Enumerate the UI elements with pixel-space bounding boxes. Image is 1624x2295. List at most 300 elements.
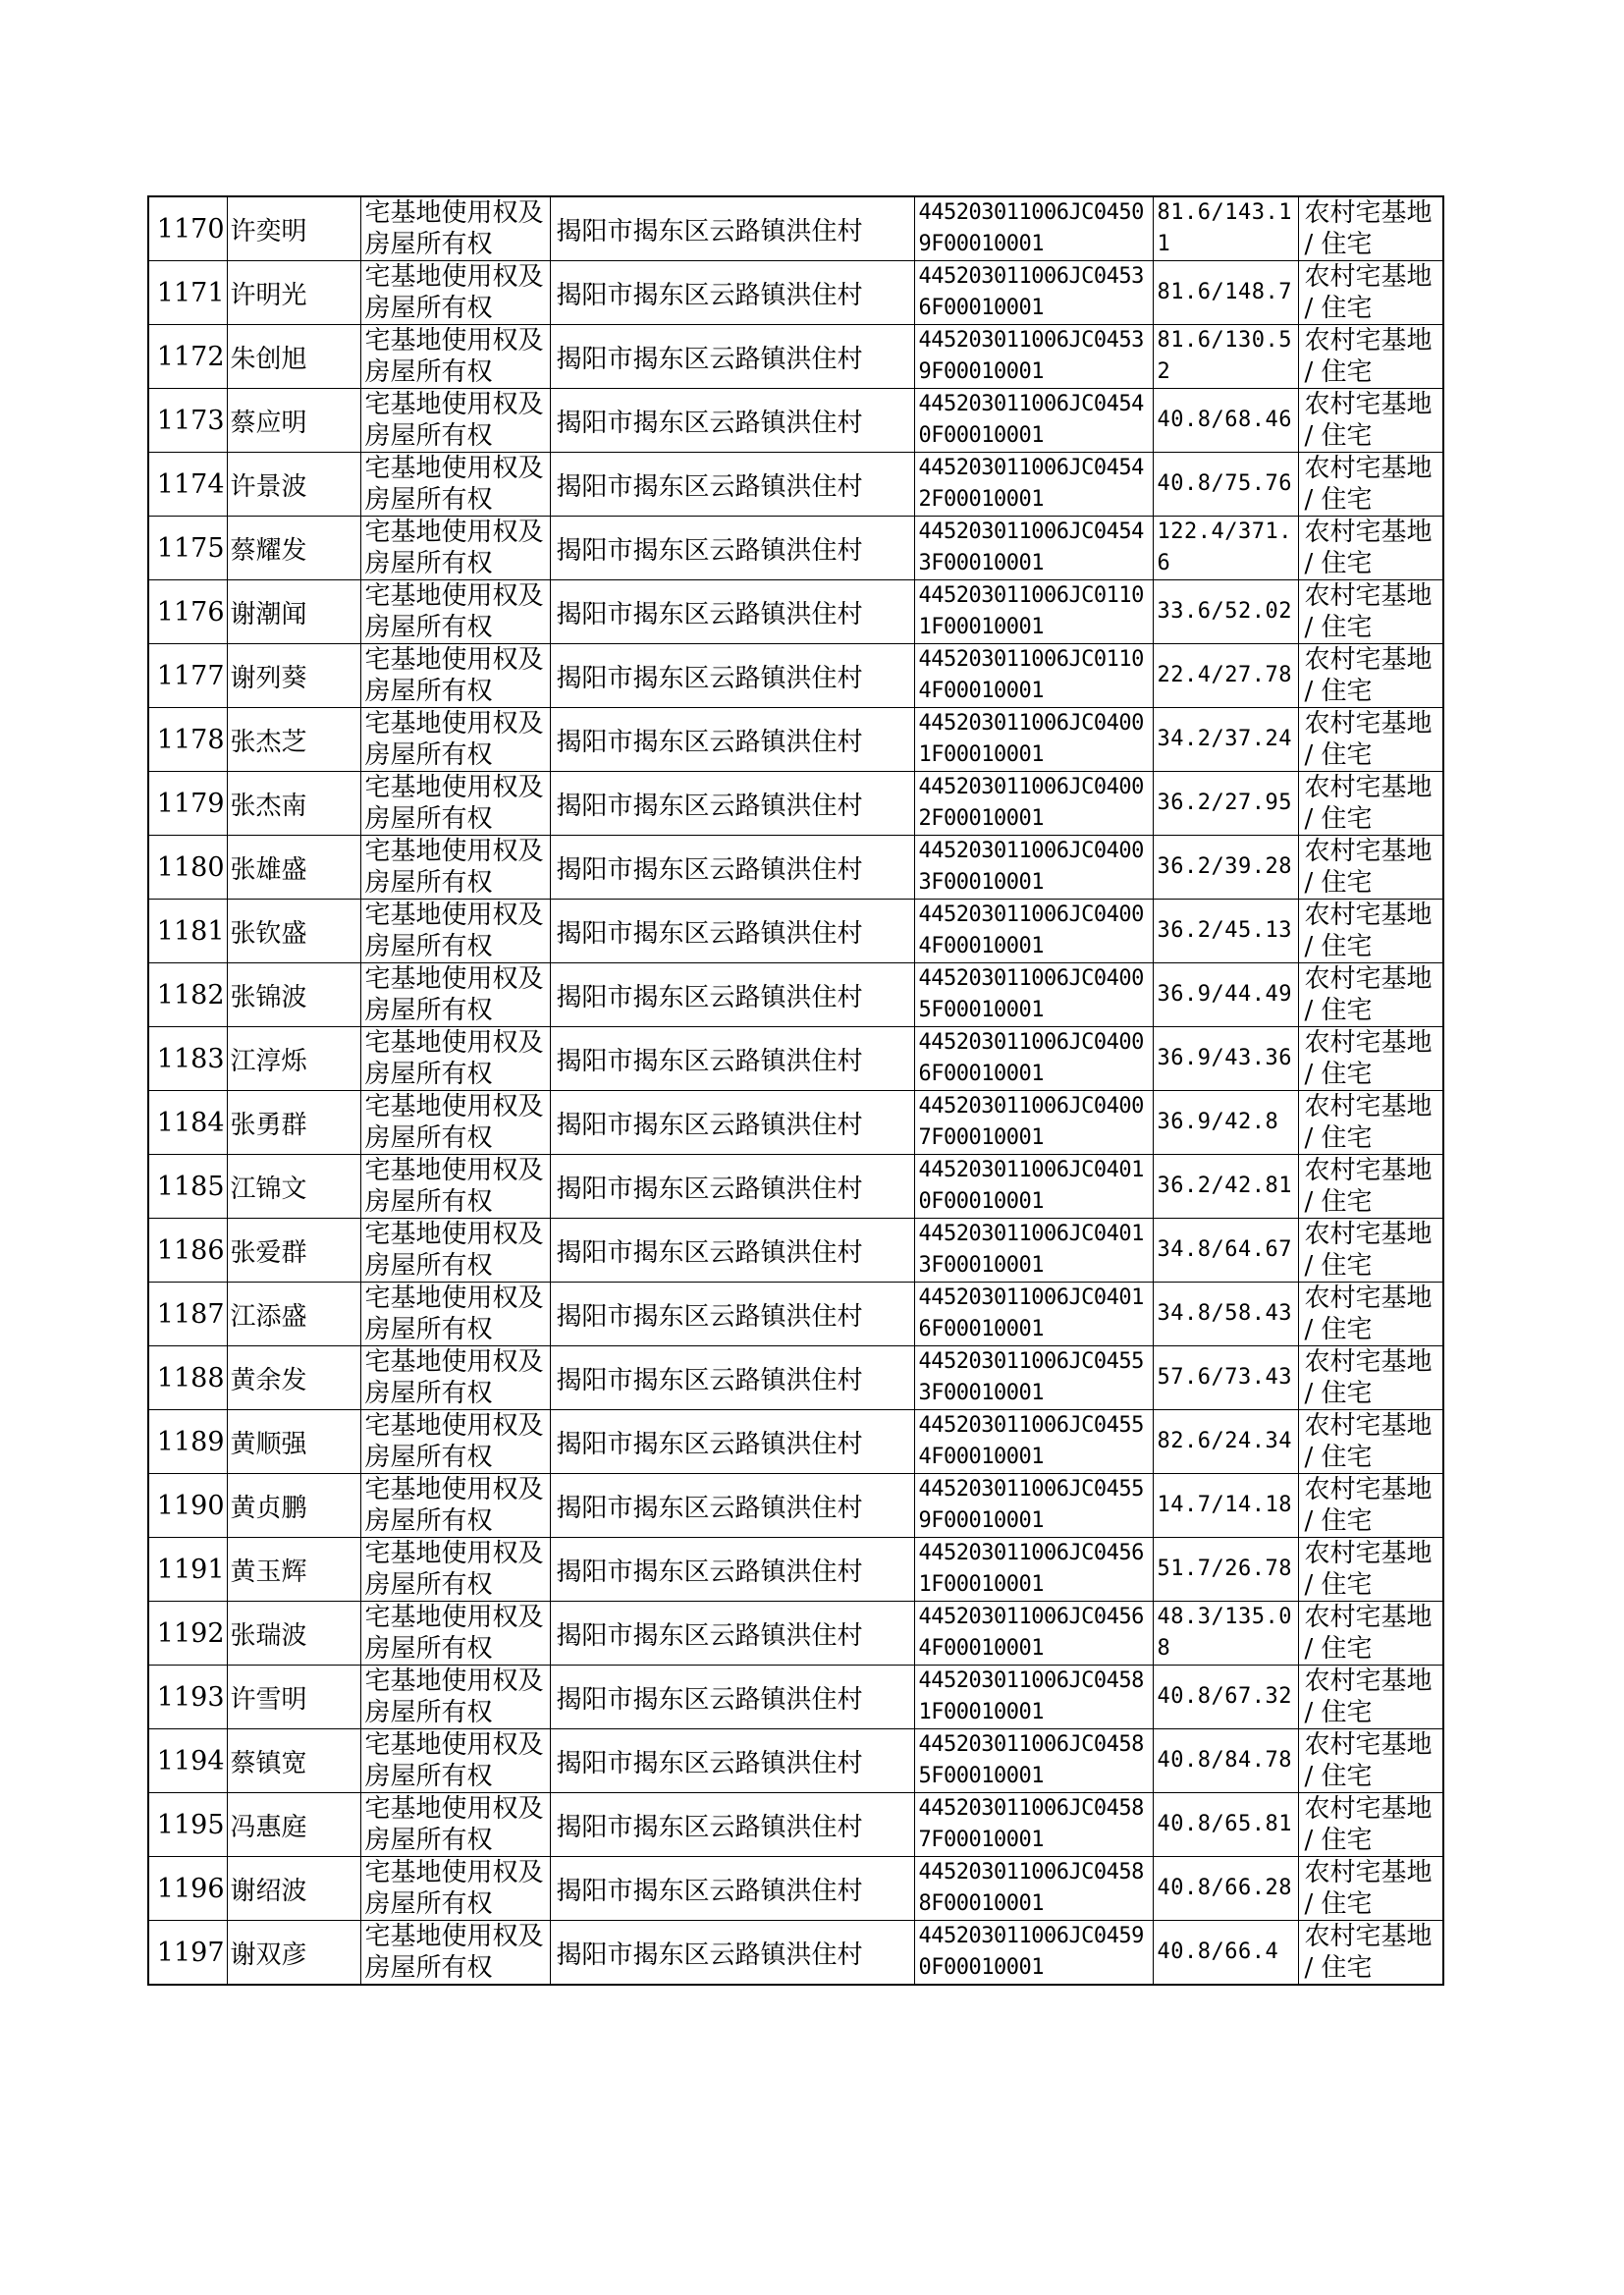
unit-code-cell [914,1283,1153,1346]
unit-code-cell [914,836,1153,900]
row-number: 1196 [156,1873,225,1904]
location-address-cell [550,1538,914,1602]
area-value: 40.8/67.32 [1157,1684,1292,1709]
land-use: 农村宅基地 / 住宅 [1304,1092,1433,1153]
area-value-cell [1153,1346,1298,1410]
unit-code-cell [914,453,1153,517]
location-address: 揭阳市揭东区云路镇洪住村 [556,535,863,566]
row-number-cell [148,1602,227,1666]
row-number: 1185 [156,1171,225,1202]
land-use: 农村宅基地 / 住宅 [1304,1730,1433,1791]
unit-code-cell [914,1155,1153,1219]
land-use: 农村宅基地 / 住宅 [1304,1539,1433,1600]
row-number-cell [148,1857,227,1921]
table-row [148,196,1443,261]
land-use: 农村宅基地 / 住宅 [1304,1347,1433,1408]
unit-code: 445203011006JC04585F00010001 [918,1732,1144,1788]
owner-name: 张瑞波 [230,1620,307,1651]
unit-code-cell [914,1793,1153,1857]
right-type-cell [360,1857,550,1921]
unit-code: 445203011006JC04002F00010001 [918,775,1144,831]
row-number-cell [148,1027,227,1091]
right-type-cell [360,389,550,453]
area-value: 40.8/84.78 [1157,1748,1292,1773]
owner-name: 张钦盛 [230,918,307,949]
location-address: 揭阳市揭东区云路镇洪住村 [556,1365,863,1395]
row-number: 1187 [156,1298,225,1330]
right-type: 宅基地使用权及房屋所有权 [364,1220,544,1281]
unit-code: 445203011006JC04561F00010001 [918,1541,1144,1597]
right-type: 宅基地使用权及房屋所有权 [364,901,544,961]
owner-name-cell [227,453,360,517]
area-value-cell [1153,1091,1298,1155]
row-number: 1179 [156,788,225,819]
land-use-cell [1298,325,1443,389]
table-row [148,389,1443,453]
unit-code: 445203011006JC04006F00010001 [918,1030,1144,1086]
right-type-cell [360,1921,550,1986]
owner-name: 黄贞鹏 [230,1493,307,1523]
location-address-cell [550,261,914,325]
right-type-cell [360,1474,550,1538]
right-type: 宅基地使用权及房屋所有权 [364,326,544,387]
area-value: 48.3/135.08 [1157,1605,1292,1661]
location-address-cell [550,325,914,389]
area-value-cell [1153,1219,1298,1283]
area-value: 81.6/143.11 [1157,200,1292,256]
area-value-cell [1153,1283,1298,1346]
unit-code: 445203011006JC04587F00010001 [918,1796,1144,1852]
location-address: 揭阳市揭东区云路镇洪住村 [556,791,863,821]
location-address-cell [550,196,914,261]
area-value-cell [1153,1729,1298,1793]
land-use-cell [1298,196,1443,261]
row-number-cell [148,1283,227,1346]
location-address: 揭阳市揭东区云路镇洪住村 [556,471,863,502]
land-use-cell [1298,1346,1443,1410]
table-row [148,1729,1443,1793]
location-address: 揭阳市揭东区云路镇洪住村 [556,1110,863,1140]
table-row [148,1921,1443,1986]
unit-code: 445203011006JC01101F00010001 [918,583,1144,639]
location-address: 揭阳市揭东区云路镇洪住村 [556,1812,863,1842]
area-value: 40.8/66.28 [1157,1876,1292,1900]
right-type: 宅基地使用权及房屋所有权 [364,390,544,451]
land-use: 农村宅基地 / 住宅 [1304,262,1433,323]
unit-code-cell [914,1410,1153,1474]
row-number-cell [148,325,227,389]
owner-name: 张勇群 [230,1110,307,1140]
land-use: 农村宅基地 / 住宅 [1304,901,1433,961]
area-value: 36.2/27.95 [1157,791,1292,815]
table-row [148,836,1443,900]
location-address: 揭阳市揭东区云路镇洪住村 [556,1493,863,1523]
registry-table-body [148,196,1443,1985]
right-type: 宅基地使用权及房屋所有权 [364,964,544,1025]
row-number: 1183 [156,1043,225,1074]
table-row [148,644,1443,708]
area-value-cell [1153,900,1298,963]
right-type: 宅基地使用权及房屋所有权 [364,454,544,515]
owner-name: 谢潮闻 [230,599,307,629]
row-number-cell [148,900,227,963]
right-type: 宅基地使用权及房屋所有权 [364,1092,544,1153]
table-row [148,1602,1443,1666]
area-value-cell [1153,1793,1298,1857]
unit-code-cell [914,196,1153,261]
owner-name-cell [227,1921,360,1986]
area-value: 33.6/52.02 [1157,599,1292,624]
unit-code: 445203011006JC04003F00010001 [918,839,1144,895]
table-row [148,1346,1443,1410]
location-address-cell [550,1474,914,1538]
area-value-cell [1153,325,1298,389]
row-number-cell [148,261,227,325]
row-number: 1186 [156,1234,225,1266]
table-row [148,1666,1443,1729]
unit-code-cell [914,389,1153,453]
row-number: 1191 [156,1554,225,1585]
location-address-cell [550,708,914,772]
registry-table [147,195,1444,1986]
location-address-cell [550,1729,914,1793]
right-type-cell [360,1219,550,1283]
land-use-cell [1298,1666,1443,1729]
land-use-cell [1298,580,1443,644]
unit-code-cell [914,963,1153,1027]
owner-name: 黄余发 [230,1365,307,1395]
land-use-cell [1298,708,1443,772]
unit-code: 445203011006JC04559F00010001 [918,1477,1144,1533]
location-address: 揭阳市揭东区云路镇洪住村 [556,727,863,757]
area-value-cell [1153,1538,1298,1602]
location-address: 揭阳市揭东区云路镇洪住村 [556,344,863,374]
owner-name-cell [227,1091,360,1155]
unit-code-cell [914,1602,1153,1666]
location-address-cell [550,1091,914,1155]
unit-code-cell [914,772,1153,836]
right-type-cell [360,772,550,836]
location-address: 揭阳市揭东区云路镇洪住村 [556,918,863,949]
owner-name-cell [227,1219,360,1283]
location-address-cell [550,1410,914,1474]
location-address-cell [550,900,914,963]
table-row [148,1155,1443,1219]
row-number: 1181 [156,915,225,947]
owner-name: 许雪明 [230,1684,307,1715]
unit-code-cell [914,1666,1153,1729]
unit-code-cell [914,1346,1153,1410]
row-number-cell [148,580,227,644]
table-row [148,261,1443,325]
right-type: 宅基地使用权及房屋所有权 [364,837,544,898]
area-value: 40.8/65.81 [1157,1812,1292,1836]
owner-name: 张雄盛 [230,854,307,885]
land-use-cell [1298,1410,1443,1474]
owner-name-cell [227,1538,360,1602]
area-value: 57.6/73.43 [1157,1365,1292,1390]
unit-code-cell [914,1857,1153,1921]
owner-name: 谢双彦 [230,1940,307,1970]
location-address: 揭阳市揭东区云路镇洪住村 [556,599,863,629]
area-value: 122.4/371.6 [1157,519,1292,575]
owner-name-cell [227,196,360,261]
location-address-cell [550,963,914,1027]
right-type: 宅基地使用权及房屋所有权 [364,645,544,706]
unit-code: 445203011006JC04539F00010001 [918,328,1144,384]
right-type-cell [360,1283,550,1346]
area-value: 36.9/42.8 [1157,1110,1279,1134]
owner-name-cell [227,325,360,389]
right-type-cell [360,1346,550,1410]
row-number: 1178 [156,724,225,755]
row-number-cell [148,1091,227,1155]
owner-name-cell [227,580,360,644]
land-use: 农村宅基地 / 住宅 [1304,1220,1433,1281]
location-address: 揭阳市揭东区云路镇洪住村 [556,1876,863,1906]
row-number-cell [148,1219,227,1283]
row-number: 1190 [156,1490,225,1521]
location-address-cell [550,1027,914,1091]
row-number: 1170 [156,213,225,245]
owner-name-cell [227,1155,360,1219]
land-use-cell [1298,772,1443,836]
area-value: 81.6/148.7 [1157,280,1292,304]
right-type: 宅基地使用权及房屋所有权 [364,1858,544,1919]
unit-code: 445203011006JC04004F00010001 [918,902,1144,958]
land-use-cell [1298,1027,1443,1091]
owner-name-cell [227,836,360,900]
owner-name: 谢绍波 [230,1876,307,1906]
location-address-cell [550,1921,914,1986]
row-number-cell [148,196,227,261]
location-address: 揭阳市揭东区云路镇洪住村 [556,1429,863,1459]
table-row [148,1091,1443,1155]
location-address: 揭阳市揭东区云路镇洪住村 [556,280,863,310]
table-row [148,1410,1443,1474]
row-number-cell [148,1666,227,1729]
row-number: 1195 [156,1809,225,1840]
table-row [148,325,1443,389]
area-value: 34.8/64.67 [1157,1237,1292,1262]
row-number-cell [148,1729,227,1793]
right-type-cell [360,261,550,325]
right-type-cell [360,1666,550,1729]
unit-code: 445203011006JC04013F00010001 [918,1222,1144,1278]
right-type: 宅基地使用权及房屋所有权 [364,198,544,259]
owner-name: 朱创旭 [230,344,307,374]
right-type-cell [360,708,550,772]
right-type: 宅基地使用权及房屋所有权 [364,773,544,834]
right-type: 宅基地使用权及房屋所有权 [364,1347,544,1408]
area-value-cell [1153,1410,1298,1474]
area-value: 36.2/42.81 [1157,1174,1292,1198]
row-number-cell [148,1538,227,1602]
location-address: 揭阳市揭东区云路镇洪住村 [556,1046,863,1076]
area-value-cell [1153,389,1298,453]
right-type: 宅基地使用权及房屋所有权 [364,1794,544,1855]
area-value-cell [1153,1921,1298,1986]
land-use: 农村宅基地 / 住宅 [1304,581,1433,642]
table-row [148,1027,1443,1091]
right-type: 宅基地使用权及房屋所有权 [364,581,544,642]
owner-name: 江添盛 [230,1301,307,1332]
area-value: 14.7/14.18 [1157,1493,1292,1517]
owner-name-cell [227,900,360,963]
owner-name: 张锦波 [230,982,307,1012]
owner-name: 谢列葵 [230,663,307,693]
location-address-cell [550,1857,914,1921]
row-number: 1177 [156,660,225,691]
unit-code: 445203011006JC04590F00010001 [918,1924,1144,1980]
location-address: 揭阳市揭东区云路镇洪住村 [556,1237,863,1268]
row-number-cell [148,836,227,900]
land-use: 农村宅基地 / 住宅 [1304,454,1433,515]
location-address-cell [550,517,914,580]
area-value-cell [1153,261,1298,325]
unit-code-cell [914,261,1153,325]
land-use: 农村宅基地 / 住宅 [1304,1028,1433,1089]
row-number: 1192 [156,1617,225,1649]
land-use: 农村宅基地 / 住宅 [1304,198,1433,259]
right-type: 宅基地使用权及房屋所有权 [364,1922,544,1983]
unit-code: 445203011006JC04540F00010001 [918,392,1144,448]
land-use: 农村宅基地 / 住宅 [1304,1667,1433,1727]
land-use-cell [1298,1283,1443,1346]
location-address: 揭阳市揭东区云路镇洪住村 [556,1684,863,1715]
owner-name: 张爱群 [230,1237,307,1268]
land-use-cell [1298,1474,1443,1538]
unit-code-cell [914,325,1153,389]
owner-name-cell [227,1857,360,1921]
right-type-cell [360,1155,550,1219]
row-number: 1184 [156,1107,225,1138]
area-value-cell [1153,453,1298,517]
table-row [148,517,1443,580]
right-type-cell [360,580,550,644]
area-value: 40.8/75.76 [1157,471,1292,496]
row-number-cell [148,517,227,580]
unit-code: 445203011006JC04554F00010001 [918,1413,1144,1469]
area-value-cell [1153,1857,1298,1921]
owner-name: 蔡镇宽 [230,1748,307,1778]
unit-code-cell [914,900,1153,963]
area-value-cell [1153,196,1298,261]
area-value: 40.8/68.46 [1157,408,1292,432]
row-number: 1171 [156,277,225,308]
owner-name: 许景波 [230,471,307,502]
row-number-cell [148,1346,227,1410]
location-address: 揭阳市揭东区云路镇洪住村 [556,1748,863,1778]
land-use: 农村宅基地 / 住宅 [1304,1284,1433,1344]
area-value: 40.8/66.4 [1157,1940,1279,1964]
area-value-cell [1153,1602,1298,1666]
area-value-cell [1153,1155,1298,1219]
land-use: 农村宅基地 / 住宅 [1304,1411,1433,1472]
owner-name-cell [227,261,360,325]
location-address-cell [550,836,914,900]
right-type-cell [360,1538,550,1602]
owner-name-cell [227,1666,360,1729]
location-address: 揭阳市揭东区云路镇洪住村 [556,854,863,885]
row-number-cell [148,1474,227,1538]
unit-code: 445203011006JC04553F00010001 [918,1349,1144,1405]
area-value-cell [1153,963,1298,1027]
land-use: 农村宅基地 / 住宅 [1304,1603,1433,1664]
right-type: 宅基地使用权及房屋所有权 [364,1475,544,1536]
row-number: 1175 [156,532,225,564]
right-type-cell [360,1091,550,1155]
area-value-cell [1153,517,1298,580]
area-value: 51.7/26.78 [1157,1557,1292,1581]
land-use-cell [1298,517,1443,580]
location-address-cell [550,1666,914,1729]
owner-name: 江淳烁 [230,1046,307,1076]
owner-name: 蔡应明 [230,408,307,438]
right-type: 宅基地使用权及房屋所有权 [364,1411,544,1472]
owner-name: 黄玉辉 [230,1557,307,1587]
land-use-cell [1298,1602,1443,1666]
row-number-cell [148,772,227,836]
unit-code-cell [914,580,1153,644]
right-type-cell [360,644,550,708]
table-row [148,453,1443,517]
land-use-cell [1298,389,1443,453]
land-use-cell [1298,836,1443,900]
location-address-cell [550,772,914,836]
location-address-cell [550,580,914,644]
land-use-cell [1298,1219,1443,1283]
unit-code-cell [914,708,1153,772]
owner-name: 张杰芝 [230,727,307,757]
unit-code: 445203011006JC04001F00010001 [918,711,1144,767]
row-number-cell [148,644,227,708]
unit-code-cell [914,1538,1153,1602]
area-value-cell [1153,1666,1298,1729]
row-number: 1173 [156,405,225,436]
right-type: 宅基地使用权及房屋所有权 [364,262,544,323]
row-number-cell [148,963,227,1027]
row-number: 1176 [156,596,225,628]
location-address: 揭阳市揭东区云路镇洪住村 [556,1940,863,1970]
owner-name: 冯惠庭 [230,1812,307,1842]
unit-code: 445203011006JC01104F00010001 [918,647,1144,703]
area-value: 82.6/24.34 [1157,1429,1292,1453]
owner-name-cell [227,1410,360,1474]
land-use: 农村宅基地 / 住宅 [1304,518,1433,578]
table-row [148,708,1443,772]
row-number-cell [148,1155,227,1219]
unit-code-cell [914,1921,1153,1986]
right-type-cell [360,325,550,389]
owner-name: 黄顺强 [230,1429,307,1459]
location-address-cell [550,644,914,708]
unit-code-cell [914,1729,1153,1793]
unit-code: 445203011006JC04010F00010001 [918,1158,1144,1214]
owner-name-cell [227,772,360,836]
table-row [148,772,1443,836]
unit-code: 445203011006JC04564F00010001 [918,1605,1144,1661]
unit-code: 445203011006JC04005F00010001 [918,966,1144,1022]
area-value: 22.4/27.78 [1157,663,1292,687]
table-row [148,1793,1443,1857]
land-use: 农村宅基地 / 住宅 [1304,773,1433,834]
owner-name: 许明光 [230,280,307,310]
owner-name-cell [227,1793,360,1857]
unit-code: 445203011006JC04581F00010001 [918,1668,1144,1724]
land-use-cell [1298,1729,1443,1793]
unit-code: 445203011006JC04016F00010001 [918,1285,1144,1341]
